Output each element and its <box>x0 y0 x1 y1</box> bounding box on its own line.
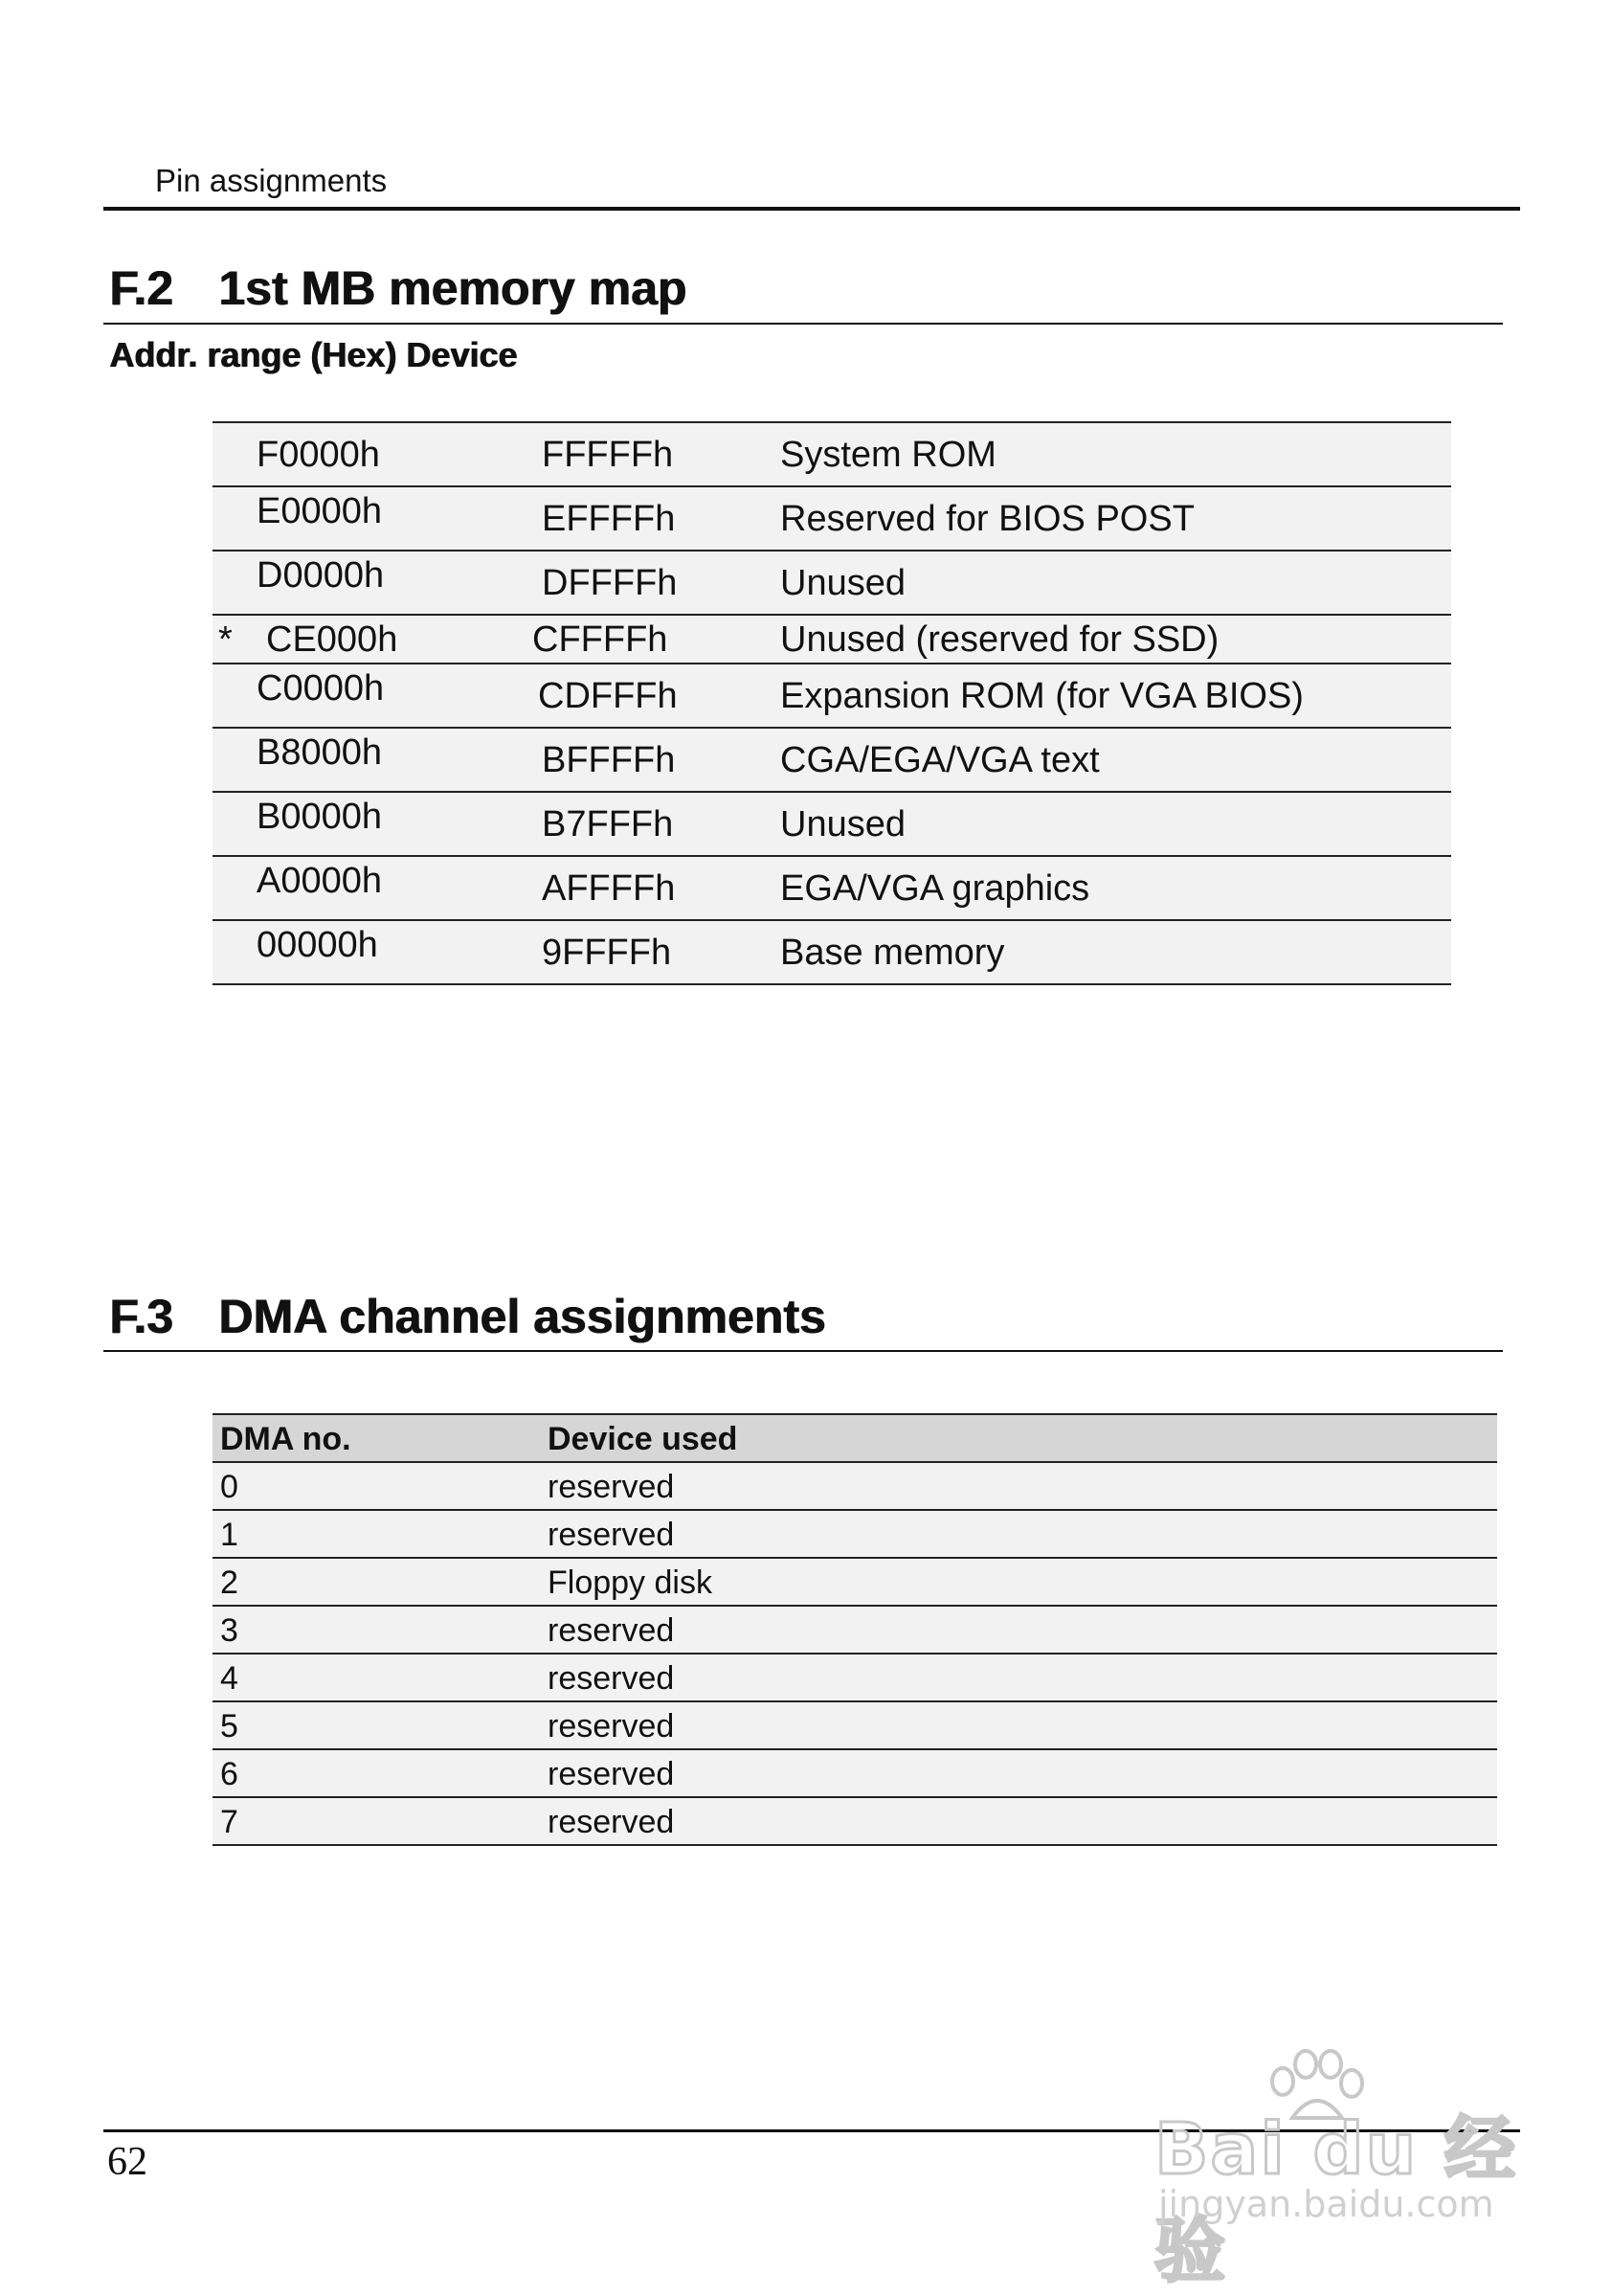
section-f2-title-text: 1st MB memory map <box>218 261 687 315</box>
device: System ROM <box>780 435 996 475</box>
section-f2-rule <box>103 323 1503 325</box>
addr-end: CDFFFh <box>538 676 678 716</box>
dma-device: reserved <box>548 1804 675 1840</box>
section-f3-title-text: DMA channel assignments <box>218 1290 826 1343</box>
device: CGA/EGA/VGA text <box>780 740 1100 780</box>
addr-end: DFFFFh <box>542 563 678 603</box>
addr-end: BFFFFh <box>542 740 676 780</box>
table-row <box>213 1654 1497 1702</box>
addr-start: B0000h <box>257 797 383 837</box>
device: Base memory <box>780 933 1005 973</box>
table-row <box>213 616 1451 664</box>
table-row <box>213 729 1451 793</box>
addr-start: D0000h <box>257 555 385 596</box>
running-header: Pin assignments <box>155 163 388 198</box>
column-header-device: Device used <box>548 1421 738 1457</box>
baidu-watermark <box>1149 2049 1532 2292</box>
dma-device: reserved <box>548 1708 675 1745</box>
device: EGA/VGA graphics <box>780 868 1090 909</box>
table-row <box>213 1702 1497 1750</box>
header-rule <box>103 207 1520 211</box>
section-f2-title <box>109 260 686 316</box>
dma-number: 2 <box>220 1564 238 1601</box>
table-row <box>213 1559 1497 1607</box>
section-f3-number: F.3 <box>109 1290 173 1343</box>
dma-number: 5 <box>220 1708 238 1745</box>
table-row <box>213 664 1451 729</box>
dma-number: 4 <box>220 1660 238 1697</box>
dma-number: 7 <box>220 1804 238 1840</box>
dma-number: 3 <box>220 1612 238 1649</box>
addr-start: CE000h <box>266 619 398 660</box>
addr-start: 00000h <box>257 925 378 965</box>
dma-device: reserved <box>548 1517 675 1553</box>
addr-end: 9FFFFh <box>542 933 672 973</box>
dma-number: 6 <box>220 1756 238 1792</box>
watermark-url: jingyan.baidu.com <box>1158 2183 1494 2225</box>
table-row <box>213 1607 1497 1654</box>
table-row <box>213 857 1451 921</box>
table-row <box>213 921 1451 985</box>
dma-device: Floppy disk <box>548 1564 712 1601</box>
table-row <box>213 1511 1497 1559</box>
dma-device: reserved <box>548 1612 675 1649</box>
column-header-dma: DMA no. <box>220 1421 351 1457</box>
watermark-brand: Bai du 经验 <box>1154 2108 1517 2292</box>
section-f3-rule <box>103 1350 1503 1352</box>
memory-map-table <box>213 421 1451 985</box>
memory-map-subheading: Addr. range (Hex) Device <box>109 335 518 374</box>
table-row <box>213 1750 1497 1798</box>
section-f2-number: F.2 <box>109 261 173 315</box>
footnote-marker: * <box>218 619 233 660</box>
device: Unused <box>780 804 906 844</box>
device: Unused (reserved for SSD) <box>780 619 1220 660</box>
dma-number: 0 <box>220 1469 238 1505</box>
table-row <box>213 551 1451 616</box>
addr-end: CFFFFh <box>532 619 668 660</box>
addr-end: AFFFFh <box>542 868 676 909</box>
dma-device: reserved <box>548 1469 675 1505</box>
section-f3-title <box>109 1289 825 1344</box>
dma-number: 1 <box>220 1517 238 1553</box>
table-row <box>213 1463 1497 1511</box>
dma-device: reserved <box>548 1756 675 1792</box>
addr-start: B8000h <box>257 732 383 773</box>
dma-device: reserved <box>548 1660 675 1697</box>
addr-start: F0000h <box>257 435 380 475</box>
addr-end: FFFFFh <box>542 435 674 475</box>
addr-end: B7FFFh <box>542 804 674 844</box>
dma-table <box>213 1413 1497 1846</box>
page-number: 62 <box>107 2140 147 2184</box>
table-row <box>213 487 1451 551</box>
table-row <box>213 793 1451 857</box>
device: Unused <box>780 563 906 603</box>
addr-start: A0000h <box>257 861 383 901</box>
table-row <box>213 423 1451 487</box>
device: Reserved for BIOS POST <box>780 499 1195 539</box>
addr-end: EFFFFh <box>542 499 676 539</box>
addr-start: E0000h <box>257 491 383 531</box>
table-header-row <box>213 1415 1497 1463</box>
device: Expansion ROM (for VGA BIOS) <box>780 676 1304 716</box>
addr-start: C0000h <box>257 668 385 709</box>
table-row <box>213 1798 1497 1846</box>
